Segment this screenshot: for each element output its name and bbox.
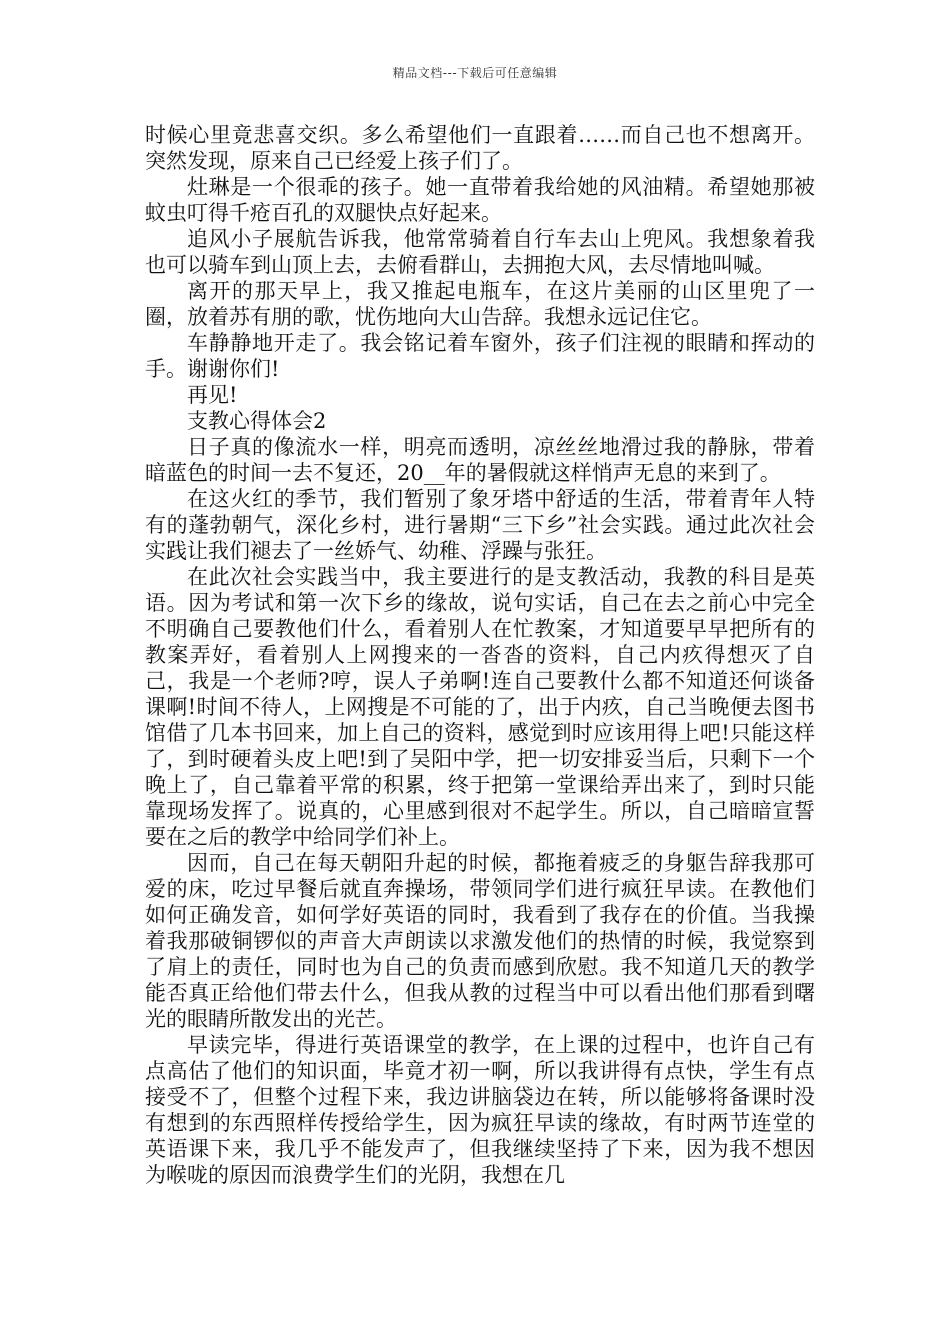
- document-body: [145, 122, 815, 1188]
- paragraph: 车静静地开走了。我会铭记着车窗外，孩子们注视的眼睛和挥动的手。谢谢你们!: [145, 331, 815, 381]
- paragraph: 离开的那天早上，我又推起电瓶车，在这片美丽的山区里兜了一圈，放着苏有朋的歌，忧伤地向大山告辞。我想永远记住它。: [145, 279, 815, 329]
- paragraph: 因而，自己在每天朝阳升起的时候，都拖着疲乏的身躯告辞我那可爱的床，吃过早餐后就直奔操场，带领同学们进行疯狂早读。在教他们如何正确发音，如何学好英语的同时，我看到了我存在的价值。当我操着我那破铜锣似的声音大声朗读以求激发他们的热情的时候，我觉察到了肩上的责任，同时也为自己的负责而感到欣慰。我不知道几天的教学能否真正给他们带去什么，但我从教的过程当中可以看出他们那看到曙光的眼睛所散发出的光芒。: [145, 851, 815, 1031]
- paragraph: 在此次社会实践当中，我主要进行的是支教活动，我教的科目是英语。因为考试和第一次下乡的缘故，说句实话，自己在去之前心中完全不明确自己要教他们什么，看着别人在忙教案，才知道要早早把所有的教案弄好，看着别人上网搜来的一沓沓的资料，自己内疚得想灭了自己，我是一个老师?哼，误人子弟啊!连自己要教什么都不知道还何谈备课啊!时间不待人，上网搜是不可能的了，出于内疚，自己当晚便去图书馆借了几本书回来，加上自己的资料，感觉到时应该用得上吧!只能这样了，到时硬着头皮上吧!到了吴阳中学，把一切安排妥当后，只剩下一个晚上了，自己靠着平常的积累，终于把第一堂课给弄出来了，到时只能靠现场发挥了。说真的，心里感到很对不起学生。所以，自己暗暗宣誓要在之后的教学中给同学们补上。: [145, 565, 815, 849]
- paragraph: 灶琳是一个很乖的孩子。她一直带着我给她的风油精。希望她那被蚊虫叮得千疮百孔的双腿快点好起来。: [145, 175, 815, 225]
- paragraph: 再见!: [187, 383, 238, 407]
- section-heading: 支教心得体会2: [187, 409, 327, 433]
- paragraph: 日子真的像流水一样，明亮而透明，凉丝丝地滑过我的静脉，带着暗蓝色的时间一去不复还，20__年的暑假就这样悄声无息的来到了。: [145, 435, 815, 485]
- paragraph: 在这火红的季节，我们暂别了象牙塔中舒适的生活，带着青年人特有的蓬勃朝气，深化乡村，进行暑期“三下乡”社会实践。通过此次社会实践让我们褪去了一丝娇气、幼稚、浮躁与张狂。: [145, 487, 815, 563]
- paragraph: 时候心里竟悲喜交织。多么希望他们一直跟着……而自己也不想离开。突然发现，原来自己已经爱上孩子们了。: [145, 123, 815, 173]
- paragraph: 追风小子展航告诉我，他常常骑着自行车去山上兜风。我想象着我也可以骑车到山顶上去，去俯看群山，去拥抱大风，去尽情地叫喊。: [145, 227, 815, 277]
- paragraph: 早读完毕，得进行英语课堂的教学，在上课的过程中，也许自己有点高估了他们的知识面，毕竟才初一啊，所以我讲得有点快，学生有点接受不了，但整个过程下来，我边讲脑袋边在转，所以能够将备课时没有想到的东西照样传授给学生，因为疯狂早读的缘故，有时两节连堂的英语课下来，我几乎不能发声了，但我继续坚持了下来，因为我不想因为喉咙的原因而浪费学生们的光阴，我想在几: [145, 1033, 815, 1187]
- page-header: 精品文档---下载后可任意编辑: [392, 66, 558, 80]
